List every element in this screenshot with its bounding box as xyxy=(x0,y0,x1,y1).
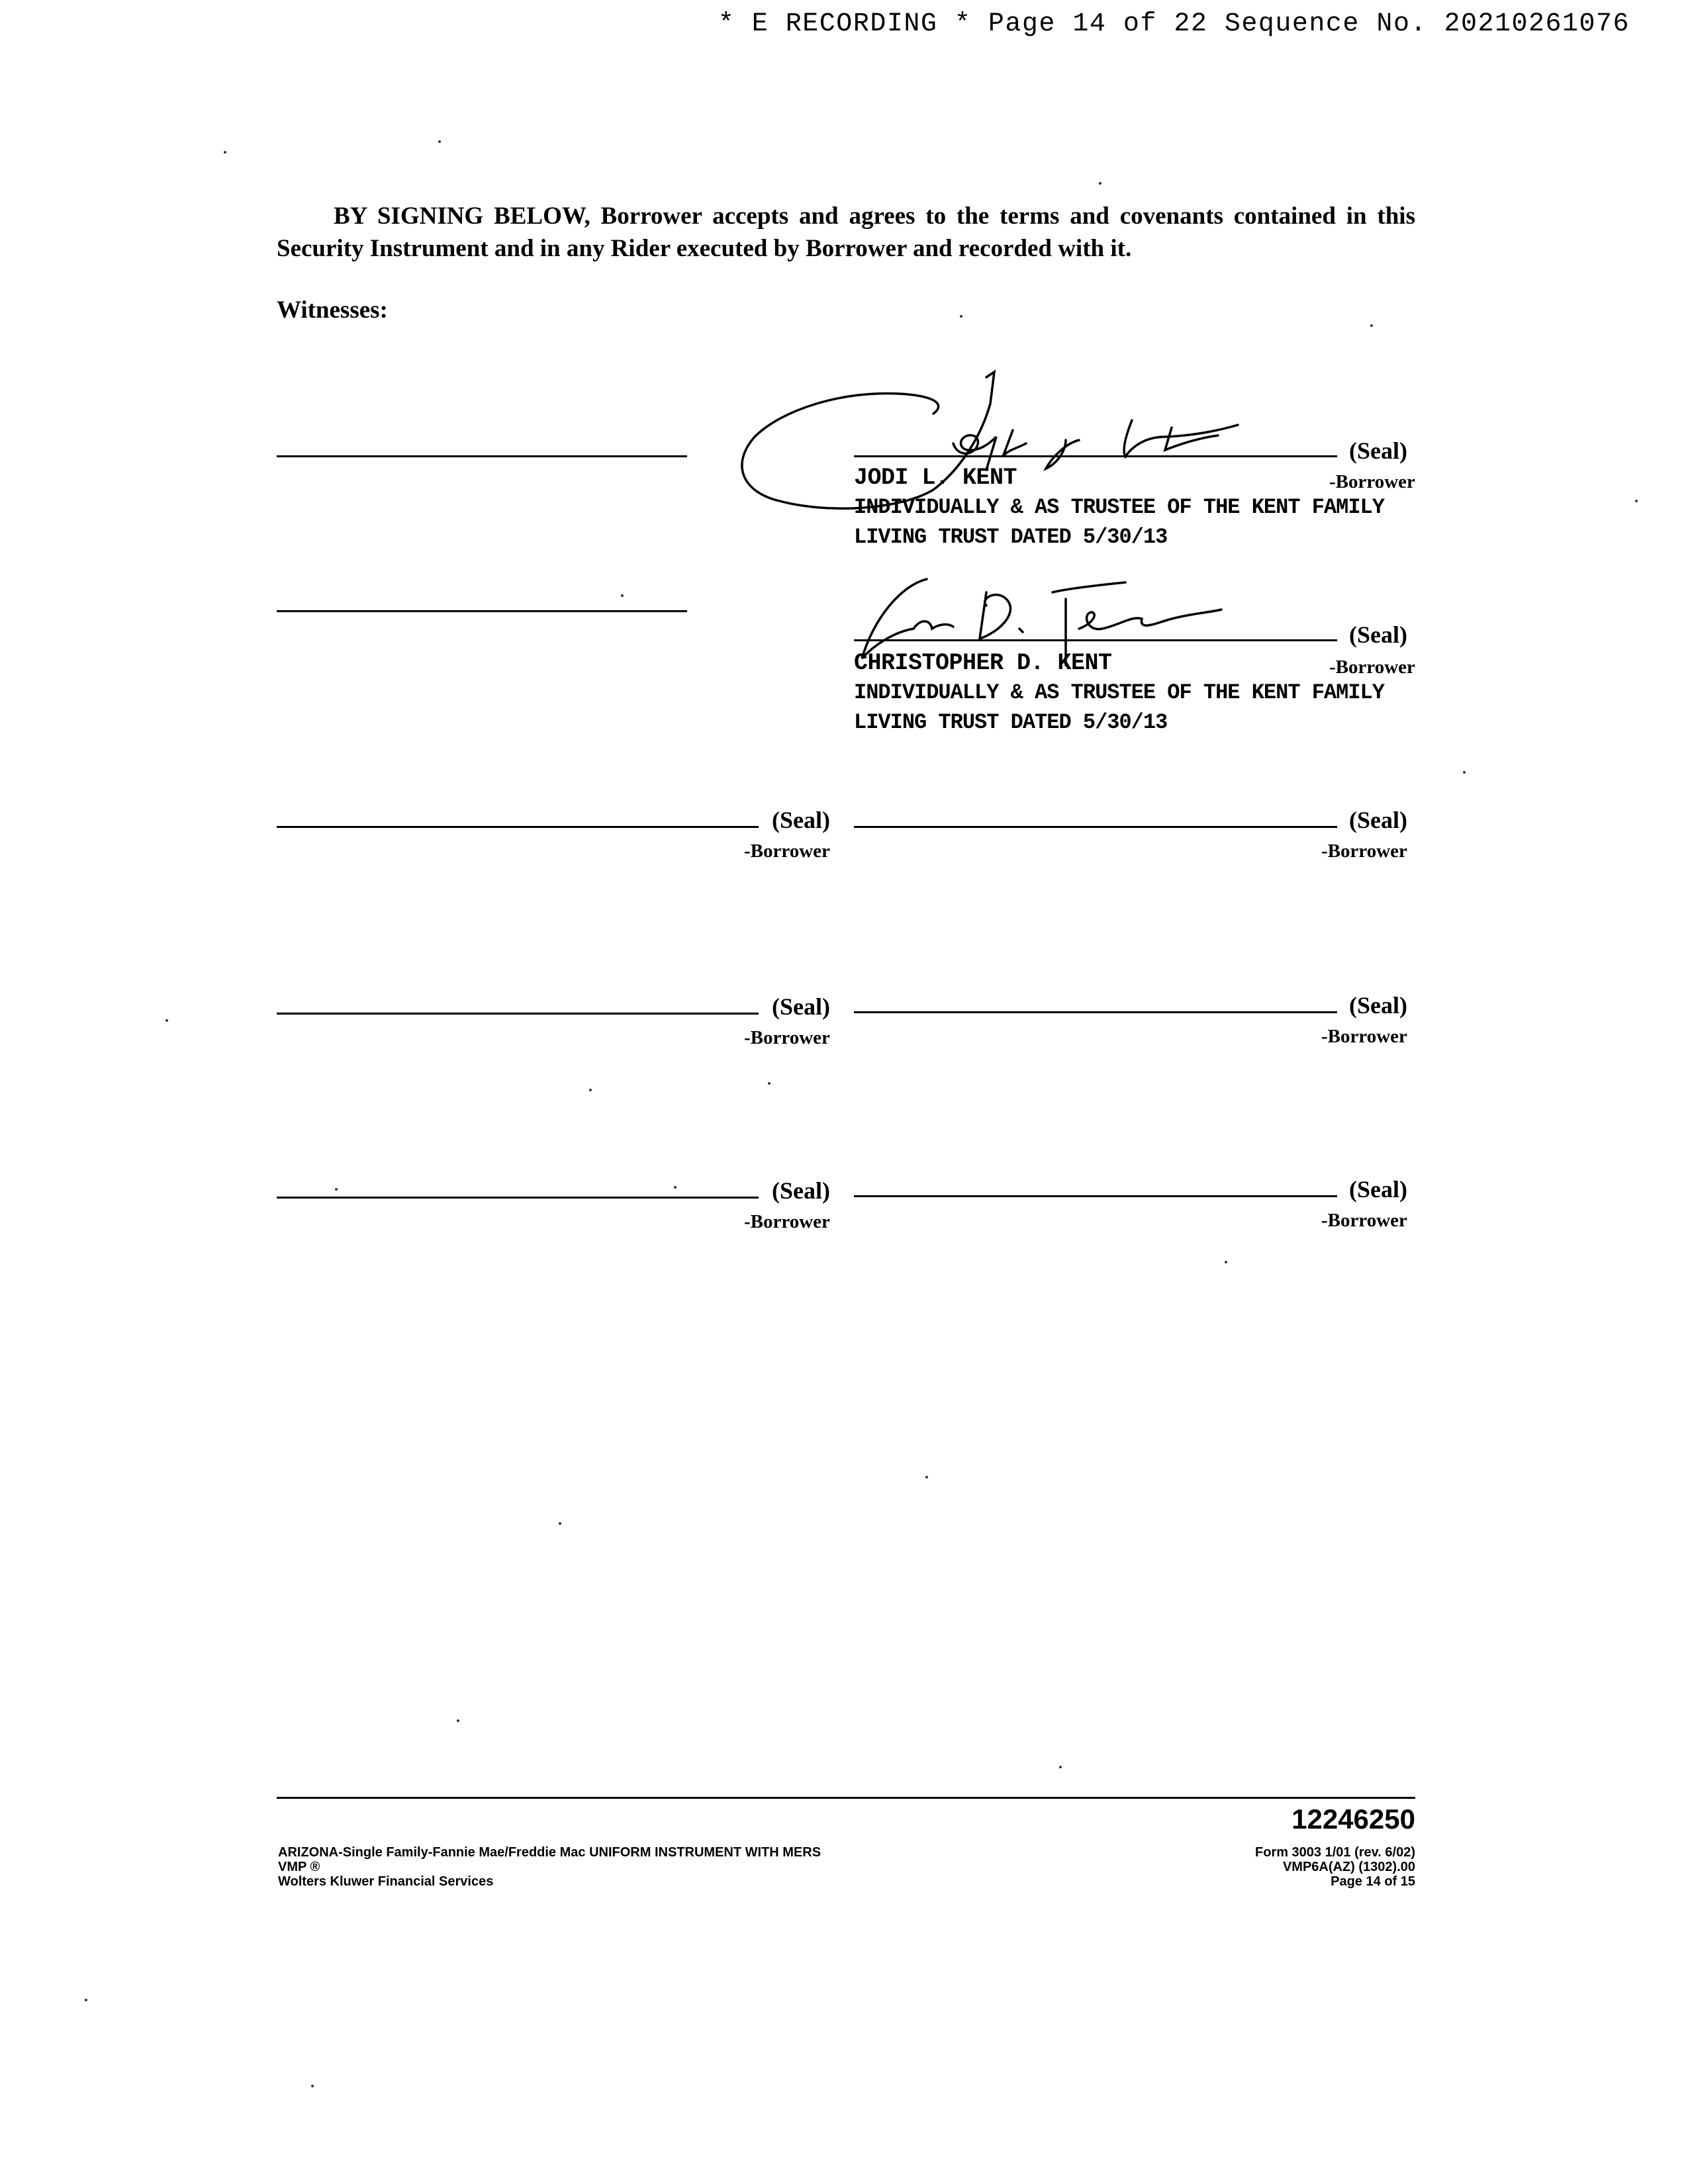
seal-label: (Seal) xyxy=(772,993,830,1020)
blank-signature-line xyxy=(277,1013,759,1015)
intro-text: Borrower accepts and agrees to the terms and covenants contained in this Security Instrument and in any Rider executed by Borrower and recorded with it. xyxy=(277,203,1415,262)
scan-speck xyxy=(960,315,962,318)
form-version: VMP6A(AZ) (1302).00 xyxy=(1282,1860,1415,1874)
seal-label: (Seal) xyxy=(1349,621,1407,648)
borrower-role-label: -Borrower xyxy=(744,841,830,862)
scan-speck xyxy=(1099,182,1102,185)
borrower-role-label: -Borrower xyxy=(1321,1210,1407,1231)
borrower-role-label: -Borrower xyxy=(1329,471,1415,492)
seal-label: (Seal) xyxy=(1349,437,1407,464)
seal-label: (Seal) xyxy=(1349,1176,1407,1203)
signer-capacity-line-2: LIVING TRUST DATED 5/30/13 xyxy=(854,525,1168,549)
witnesses-label: Witnesses: xyxy=(277,296,388,324)
form-page-number: Page 14 of 15 xyxy=(1331,1874,1415,1889)
blank-signature-line xyxy=(277,826,759,828)
scan-speck xyxy=(1370,324,1373,327)
witness-signature-line-1 xyxy=(277,455,687,457)
signer-capacity-line-2: LIVING TRUST DATED 5/30/13 xyxy=(854,710,1168,735)
seal-label: (Seal) xyxy=(772,1177,830,1204)
borrower-role-label: -Borrower xyxy=(744,1211,830,1232)
scan-speck xyxy=(224,151,226,154)
borrower-role-label: -Borrower xyxy=(1321,841,1407,862)
form-publisher: Wolters Kluwer Financial Services xyxy=(278,1874,494,1889)
blank-signature-line xyxy=(854,826,1337,828)
scan-speck xyxy=(438,140,441,143)
signer-name-jodi: JODI L. KENT xyxy=(854,465,1017,491)
scan-speck xyxy=(674,1186,677,1189)
borrower-role-label: -Borrower xyxy=(744,1027,830,1048)
scan-speck xyxy=(1463,771,1466,774)
seal-label: (Seal) xyxy=(1349,807,1407,833)
blank-signature-line xyxy=(854,1195,1337,1197)
borrower-role-label: -Borrower xyxy=(1321,1026,1407,1047)
loan-number: 12246250 xyxy=(1291,1803,1415,1835)
scan-speck xyxy=(335,1188,338,1191)
blank-signature-line xyxy=(277,1197,759,1199)
handwritten-signature-jodi xyxy=(735,364,1251,516)
signature-line-jodi xyxy=(854,455,1337,457)
scan-speck xyxy=(1225,1261,1227,1263)
signer-name-christopher: CHRISTOPHER D. KENT xyxy=(854,650,1112,676)
form-publisher-mark: VMP ® xyxy=(278,1860,320,1874)
scan-speck xyxy=(457,1719,459,1722)
blank-signature-line xyxy=(854,1011,1337,1013)
scan-speck xyxy=(768,1082,771,1085)
form-description: ARIZONA-Single Family-Fannie Mae/Freddie Mac UNIFORM INSTRUMENT WITH MERS xyxy=(278,1845,821,1860)
recording-stamp: * E RECORDING * Page 14 of 22 Sequence No. 20210261076 xyxy=(718,9,1630,39)
scan-speck xyxy=(1059,1766,1062,1768)
signer-capacity-line-1: INDIVIDUALLY & AS TRUSTEE OF THE KENT FAMILY xyxy=(854,495,1384,520)
intro-lead: BY SIGNING BELOW, xyxy=(334,203,590,230)
footer-rule xyxy=(277,1797,1415,1799)
scan-speck xyxy=(165,1019,168,1022)
signer-capacity-line-1: INDIVIDUALLY & AS TRUSTEE OF THE KENT FAMILY xyxy=(854,680,1384,705)
form-number: Form 3003 1/01 (rev. 6/02) xyxy=(1255,1845,1415,1860)
signature-line-christopher xyxy=(854,639,1337,641)
scan-speck xyxy=(621,594,624,597)
scan-speck xyxy=(311,2085,314,2087)
seal-label: (Seal) xyxy=(1349,992,1407,1019)
scan-speck xyxy=(925,1476,928,1479)
scan-speck xyxy=(589,1089,592,1091)
witness-signature-line-2 xyxy=(277,610,687,612)
scan-speck xyxy=(1635,500,1638,502)
scan-speck xyxy=(85,1999,87,2001)
seal-label: (Seal) xyxy=(772,807,830,833)
signature-acknowledgment-paragraph xyxy=(277,200,1415,265)
scan-speck xyxy=(559,1522,561,1525)
borrower-role-label: -Borrower xyxy=(1329,657,1415,678)
